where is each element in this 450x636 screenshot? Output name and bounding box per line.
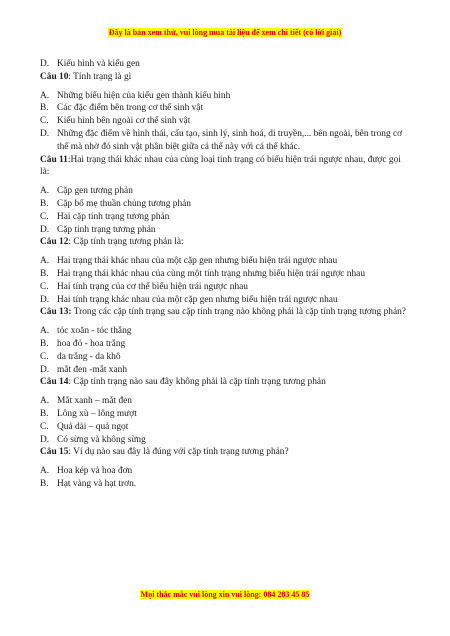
option-text: Những đặc điểm về hình thái, cấu tạo, sinh lý, sinh hoá, di truyền,... bên ngoài, bên trong cơ thể mà nhờ đó sinh vật phân biệt giữa cá thể này với cá thể khác. (57, 128, 403, 152)
previous-question-option (40, 58, 410, 71)
option-letter: D. (40, 434, 50, 445)
option-text: Mắt xanh – mắt đen (57, 396, 132, 407)
answer-option (40, 421, 410, 434)
answer-option (40, 102, 410, 115)
option-text: Lông xù – lông mượt (57, 408, 137, 419)
option-letter: C. (40, 116, 49, 127)
option-text: Cặp tính trạng tương phản (57, 224, 156, 235)
option-text: Có sừng và không sừng (57, 434, 146, 445)
answer-option (40, 224, 410, 237)
question-number: Câu 13: (40, 307, 72, 318)
question-text: Tính trạng là gì (73, 71, 132, 82)
option-letter: C. (40, 211, 49, 222)
option-text: Quả dài – quả ngọt (57, 421, 129, 432)
answer-option (40, 198, 410, 211)
option-letter: D. (40, 364, 50, 375)
option-text: Hai tính trạng của cơ thể biểu hiện trái ngược nhau (57, 281, 248, 292)
answer-option (40, 115, 410, 128)
answer-option (40, 395, 410, 408)
option-letter: B. (40, 268, 49, 279)
question (40, 236, 410, 249)
contact-banner (0, 590, 450, 599)
option-text: Kiểu hình bên ngoài cơ thể sinh vật (57, 116, 191, 127)
option-letter: D. (40, 224, 50, 235)
question-text: Ví dụ nào sau đây là đúng với cặp tính trạng tương phản? (73, 447, 289, 458)
option-text: Kiểu hình và kiểu gen (57, 59, 140, 69)
question-number: Câu 14 (40, 377, 69, 388)
answer-option (40, 408, 410, 421)
option-text: Hoa kép và hoa đơn (57, 466, 133, 477)
document-body (40, 58, 410, 491)
option-text: Các đặc điểm bên trong cơ thể sinh vật (57, 103, 204, 114)
question-list (40, 71, 410, 491)
question-number: Câu 11 (40, 154, 68, 165)
answer-option (40, 185, 410, 198)
question-text: Cặp tính trạng tương phản là: (73, 237, 184, 248)
answer-option (40, 128, 410, 154)
answer-option (40, 211, 410, 224)
answer-option (40, 478, 410, 491)
answer-option (40, 351, 410, 364)
option-text: Cặp bố mẹ thuần chủng tương phản (57, 198, 191, 209)
answer-option (40, 255, 410, 268)
option-text: Hai cặp tính trạng tương phản (57, 211, 170, 222)
question-separator: : (68, 447, 74, 458)
option-text: da trắng - da khô (57, 351, 121, 362)
option-letter: A. (40, 466, 50, 477)
question (40, 306, 410, 319)
answer-option (40, 434, 410, 447)
option-text: Cặp gen tương phản (57, 186, 133, 197)
option-letter: A. (40, 326, 50, 337)
question-separator: : (68, 71, 74, 82)
option-letter: D. (40, 59, 50, 69)
option-letter: C. (40, 421, 49, 432)
question-number: Câu 10 (40, 71, 69, 82)
answer-option (40, 268, 410, 281)
answer-option (40, 364, 410, 377)
answer-option (40, 294, 410, 307)
question (40, 154, 410, 180)
option-letter: A. (40, 256, 50, 267)
question-separator: : (68, 377, 74, 388)
option-text: Hai trạng thái khác nhau của cùng một tính trạng nhưng biểu hiện trái ngược nhau (57, 268, 366, 279)
question-text: Trong các cặp tính trạng sau cặp tính trạng nào không phải là cặp tính trạng tương phản? (73, 307, 406, 318)
option-letter: A. (40, 186, 50, 197)
answer-option (40, 90, 410, 103)
question-text: Hai trạng thái khác nhau của cùng loại tính trạng có biểu hiện trái ngược nhau, được gọi là: (40, 154, 401, 178)
option-text: tóc xoăn - tóc thẳng (57, 326, 132, 337)
option-letter: A. (40, 90, 50, 101)
contact-text: Mọi thắc mắc vui lòng xin vui lòng: 084 283 45 85 (140, 590, 310, 599)
option-letter: C. (40, 351, 49, 362)
option-text: Những biểu hiện của kiểu gen thành kiểu hình (57, 90, 231, 101)
option-text: Hai trạng thái khác nhau của một cặp gen nhưng biểu hiện trái ngược nhau (57, 256, 338, 267)
option-letter: A. (40, 396, 50, 407)
option-letter: D. (40, 128, 50, 139)
question-separator: : (68, 237, 74, 248)
option-letter: B. (40, 408, 49, 419)
option-text: hoa đỏ - hoa trắng (57, 338, 126, 349)
answer-option (40, 465, 410, 478)
option-letter: B. (40, 103, 49, 114)
option-text: Hai tính trạng khác nhau của một cặp gen nhưng biểu hiện trái ngược nhau (57, 294, 338, 305)
option-letter: D. (40, 294, 50, 305)
preview-notice-banner (0, 28, 450, 37)
question-separator: : (67, 154, 71, 165)
answer-option (40, 338, 410, 351)
preview-notice-text: Đây là bản xem thử, vui lòng mua tài liệu để xem chi tiết (có lời giải) (108, 28, 342, 37)
question-number: Câu 12 (40, 237, 69, 248)
answer-option (40, 281, 410, 294)
question (40, 71, 410, 84)
option-letter: B. (40, 478, 49, 489)
answer-option (40, 325, 410, 338)
option-text: mắt đen -mắt xanh (57, 364, 128, 375)
question (40, 376, 410, 389)
question-number: Câu 15 (40, 447, 69, 458)
question-text: Cặp tính trạng nào sau đây không phải là cặp tính trạng tương phản (73, 377, 326, 388)
option-letter: B. (40, 198, 49, 209)
option-text: Hạt vàng và hạt trơn. (57, 478, 137, 489)
option-letter: B. (40, 338, 49, 349)
option-letter: C. (40, 281, 49, 292)
question (40, 446, 410, 459)
